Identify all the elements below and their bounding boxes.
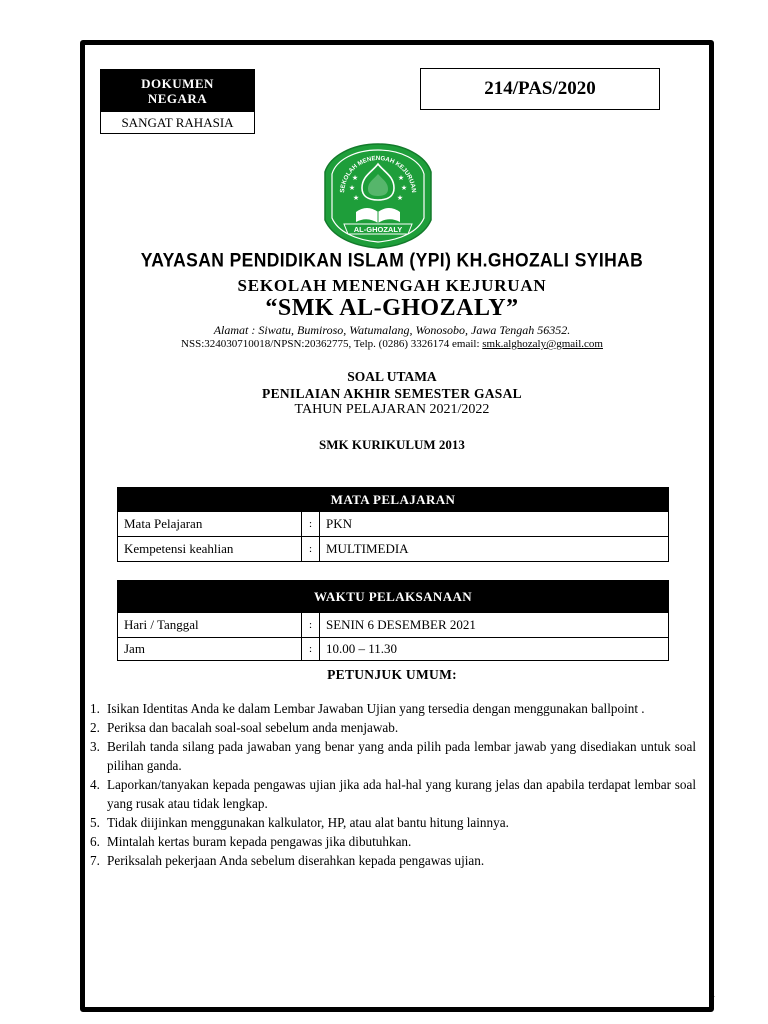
- list-item: [90, 718, 696, 737]
- item-number: 6.: [90, 834, 100, 849]
- school-email-link[interactable]: smk.alghozaly@gmail.com: [482, 338, 603, 350]
- school-address: Alamat : Siwatu, Bumiroso, Watumalang, Wonosobo, Jawa Tengah 56352.: [213, 323, 571, 337]
- instructions-title: PETUNJUK UMUM:: [327, 667, 457, 682]
- row-separator: :: [302, 512, 320, 537]
- logo-star-icon: ★: [397, 174, 405, 182]
- list-item: [90, 851, 696, 870]
- table-row: [118, 638, 669, 661]
- list-item: [90, 832, 696, 851]
- logo-arc-text: SEKOLAH MENENGAH KEJURUAN: [338, 155, 418, 194]
- schedule-table: [117, 580, 669, 661]
- exam-title: PENILAIAN AKHIR SEMESTER GASAL: [262, 386, 522, 401]
- list-item: [90, 775, 696, 813]
- logo-banner-text: AL-GHOZALY: [353, 225, 403, 234]
- exam-year: TAHUN PELAJARAN 2021/2022: [294, 402, 490, 417]
- school-type: SEKOLAH MENENGAH KEJURUAN: [237, 276, 547, 295]
- logo-star-icon: ★: [400, 184, 408, 192]
- subject-table-header: [118, 488, 669, 512]
- schedule-table-header: [118, 581, 669, 613]
- item-number: 1.: [90, 701, 100, 716]
- item-text: Periksalah pekerjaan Anda sebelum diserahkan kepada pengawas ujian.: [107, 853, 485, 868]
- subject-table: [117, 487, 669, 562]
- row-value: PKN: [320, 512, 669, 537]
- row-label: Jam: [118, 638, 302, 661]
- document-label: [100, 69, 255, 112]
- item-number: 2.: [90, 720, 100, 735]
- subject-table-heading: MATA PELAJARAN: [118, 488, 669, 512]
- row-label: Kempetensi keahlian: [118, 537, 302, 562]
- item-text: Laporkan/tanyakan kepada pengawas ujian jika ada hal-hal yang kurang jelas dan apabila terdapat lembar soal yang rusak atau tidak lengkap.: [107, 777, 696, 811]
- document-code: 214/PAS/2020: [420, 68, 660, 110]
- item-text: Periksa dan bacalah soal-soal sebelum anda menjawab.: [107, 720, 399, 735]
- item-number: 3.: [90, 739, 100, 754]
- item-text: Isikan Identitas Anda ke dalam Lembar Jawaban Ujian yang tersedia dengan menggunakan ballpoint .: [107, 701, 645, 716]
- row-value: MULTIMEDIA: [320, 537, 669, 562]
- school-contact-line: [85, 338, 699, 350]
- logo-star-icon: ★: [348, 184, 356, 192]
- document-label-line1: DOKUMEN: [141, 75, 214, 91]
- school-name: “SMK AL-GHOZALY”: [265, 295, 519, 321]
- exam-curriculum: SMK KURIKULUM 2013: [319, 437, 465, 452]
- item-number: 5.: [90, 815, 100, 830]
- row-separator: :: [302, 638, 320, 661]
- list-item: [90, 813, 696, 832]
- row-separator: :: [302, 537, 320, 562]
- document-classification-box: [100, 69, 255, 134]
- item-text: Tidak diijinkan menggunakan kalkulator, HP, atau alat bantu hitung lainnya.: [107, 815, 509, 830]
- row-value: 10.00 – 11.30: [320, 638, 669, 661]
- document-label-line2: NEGARA: [147, 90, 208, 106]
- schedule-table-heading: WAKTU PELAKSANAAN: [118, 581, 669, 613]
- table-row: [118, 537, 669, 562]
- list-item: [90, 699, 696, 718]
- row-label: Hari / Tanggal: [118, 613, 302, 638]
- exam-type: SOAL UTAMA: [347, 369, 437, 384]
- item-number: 7.: [90, 853, 100, 868]
- logo-star-icon: ★: [351, 174, 359, 182]
- row-label: Mata Pelajaran: [118, 512, 302, 537]
- logo-star-icon: ★: [352, 194, 360, 202]
- page-number: 1: [711, 989, 716, 999]
- item-text: Mintalah kertas buram kepada pengawas jika dibutuhkan.: [107, 834, 412, 849]
- school-logo: [322, 142, 434, 250]
- instructions-list: [90, 699, 696, 870]
- foundation-name: YAYASAN PENDIDIKAN ISLAM (YPI) KH.GHOZALI SYIHAB: [140, 248, 644, 272]
- school-contact: NSS:324030710018/NPSN:20362775, Telp. (0286) 3326174: [181, 338, 450, 350]
- row-value: SENIN 6 DESEMBER 2021: [320, 613, 669, 638]
- classification-label: SANGAT RAHASIA: [100, 112, 255, 134]
- table-row: [118, 613, 669, 638]
- table-row: [118, 512, 669, 537]
- email-label: email:: [452, 338, 480, 350]
- row-separator: :: [302, 613, 320, 638]
- item-text: Berilah tanda silang pada jawaban yang benar yang anda pilih pada lembar jawab yang disediakan untuk soal pilihan ganda.: [107, 739, 696, 773]
- list-item: [90, 737, 696, 775]
- item-number: 4.: [90, 777, 100, 792]
- logo-star-icon: ★: [396, 194, 404, 202]
